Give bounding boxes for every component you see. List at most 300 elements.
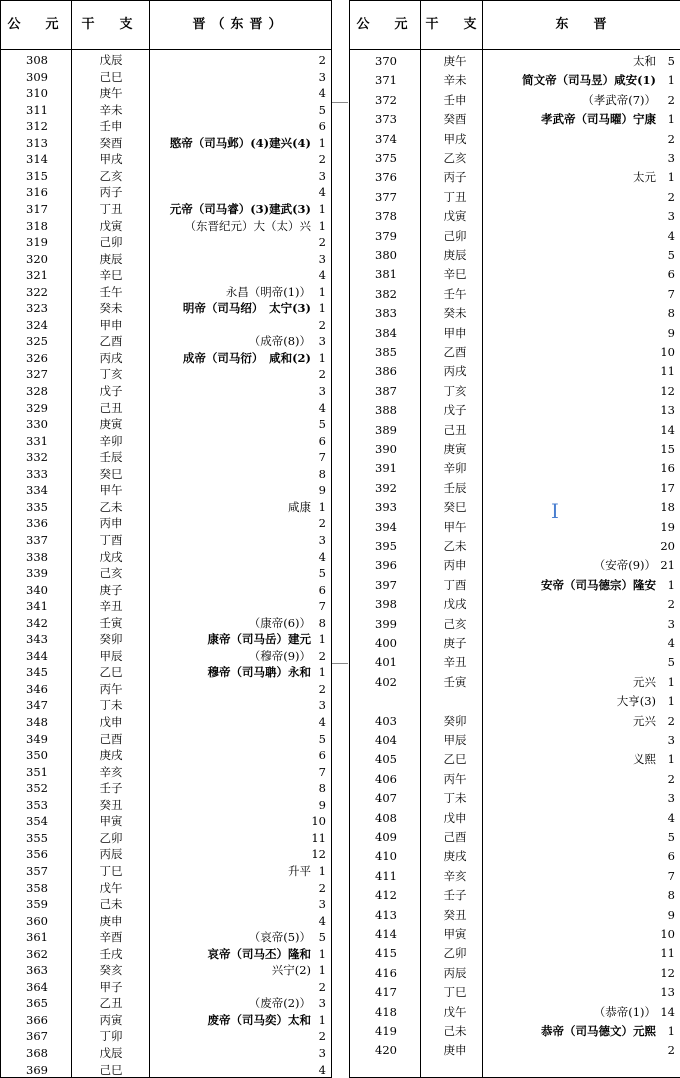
ganzhi-cell: 戊戌 [443, 597, 467, 612]
ganzhi-cell: 乙亥 [99, 168, 123, 183]
ganzhi-cell: 壬申 [443, 92, 467, 107]
year-cell: 333 [26, 466, 48, 481]
ganzhi-cell: 戊辰 [99, 53, 123, 67]
table-row [350, 789, 680, 808]
ganzhi-cell: 己卯 [99, 235, 123, 250]
ganzhi-cell: 己酉 [443, 830, 467, 844]
ganzhi-cell: 庚午 [99, 86, 123, 101]
table-row [350, 983, 680, 1002]
year-cell: 383 [375, 306, 397, 321]
ganzhi-cell: 乙亥 [443, 151, 467, 165]
year-cell: 400 [375, 636, 397, 650]
ganzhi-cell: 辛亥 [443, 868, 467, 883]
table-row [1, 747, 331, 764]
ganzhi-cell: 丁卯 [99, 1029, 123, 1044]
ganzhi-cell: 壬辰 [99, 450, 123, 465]
ganzhi-cell: 乙巳 [443, 752, 467, 767]
year-cell: 310 [26, 86, 48, 101]
year-count-cell: 3 [667, 151, 675, 165]
year-cell: 308 [26, 53, 48, 67]
ganzhi-cell: 戊寅 [443, 209, 467, 224]
year-count-cell: 13 [660, 985, 675, 1000]
year-cell: 379 [375, 228, 397, 243]
reign-cell: 哀帝（司马丕）隆和 [207, 946, 311, 961]
year-cell: 373 [375, 112, 397, 127]
ganzhi-cell: 庚辰 [443, 248, 467, 262]
ganzhi-cell: 己卯 [443, 228, 467, 243]
year-cell: 346 [26, 681, 48, 696]
table-row [1, 664, 331, 681]
year-count-cell: 3 [667, 733, 675, 747]
table-row [1, 863, 331, 880]
year-count-cell: 10 [311, 814, 326, 829]
year-count-cell: 13 [660, 403, 675, 418]
year-cell: 320 [26, 251, 48, 266]
reign-cell: 明帝（司马绍） 太宁(3) [182, 301, 311, 316]
year-count-cell: 19 [660, 519, 675, 534]
ganzhi-cell: 戊辰 [99, 1046, 123, 1060]
table-row [350, 130, 680, 149]
year-count-cell: 7 [318, 764, 326, 779]
year-cell: 363 [26, 963, 48, 978]
table-row [1, 615, 331, 632]
table-row [350, 265, 680, 284]
year-cell: 341 [26, 599, 48, 614]
table-row [350, 324, 680, 343]
ganzhi-cell: 癸未 [99, 301, 123, 316]
year-count-cell: 8 [667, 306, 675, 321]
year-count-cell: 3 [318, 251, 326, 266]
table-row [350, 828, 680, 847]
year-cell: 386 [375, 364, 397, 379]
table-row [1, 85, 331, 102]
year-cell: 349 [26, 731, 48, 746]
table-row [350, 343, 680, 362]
year-cell: 366 [26, 1012, 48, 1027]
year-count-cell: 11 [660, 946, 675, 961]
ganzhi-cell: 丙子 [99, 185, 123, 200]
ganzhi-cell: 辛亥 [99, 764, 123, 779]
table-row [1, 350, 331, 367]
year-cell: 391 [375, 461, 397, 476]
ganzhi-cell: 戊寅 [99, 218, 123, 233]
ganzhi-cell: 丙申 [443, 558, 467, 573]
year-cell: 326 [26, 350, 48, 365]
year-count-cell: 4 [318, 549, 326, 564]
table-row [1, 565, 331, 582]
right-table [349, 0, 680, 1078]
year-cell: 392 [375, 480, 397, 495]
table-row [350, 925, 680, 944]
ganzhi-cell: 己酉 [99, 731, 123, 746]
reign-cell: （废帝(2)） [248, 996, 311, 1011]
year-cell: 367 [26, 1029, 48, 1044]
year-cell: 389 [375, 422, 397, 437]
table-row [350, 304, 680, 323]
table-row [350, 809, 680, 828]
year-count-cell: 9 [667, 907, 675, 922]
year-cell: 410 [375, 849, 397, 864]
table-row [1, 962, 331, 979]
year-count-cell: 1 [667, 752, 675, 767]
ganzhi-cell: 丙辰 [99, 847, 123, 862]
year-cell: 396 [375, 558, 397, 573]
year-cell: 380 [375, 248, 397, 262]
table-row [350, 498, 680, 517]
year-count-cell: 8 [318, 466, 326, 481]
year-cell: 312 [26, 119, 48, 134]
year-count-cell: 6 [318, 582, 326, 597]
ganzhi-cell: 丁丑 [99, 201, 123, 216]
ganzhi-cell: 乙酉 [443, 345, 467, 359]
year-cell: 332 [26, 450, 48, 465]
year-count-cell: 9 [318, 797, 326, 812]
year-count-cell: 3 [318, 168, 326, 183]
year-count-cell: 8 [318, 615, 326, 630]
year-cell: 385 [375, 345, 397, 359]
year-cell: 345 [26, 665, 48, 680]
year-count-cell: 11 [311, 830, 326, 845]
table-row [1, 797, 331, 814]
year-cell: 321 [26, 268, 48, 283]
table-row [350, 440, 680, 459]
table-row [350, 964, 680, 983]
ganzhi-cell: 壬午 [443, 286, 467, 301]
ganzhi-cell: 癸丑 [99, 797, 123, 812]
table-row [1, 466, 331, 483]
table-row [350, 91, 680, 110]
year-count-cell: 1 [667, 112, 675, 127]
year-cell: 417 [375, 985, 397, 1000]
year-count-cell: 1 [318, 284, 326, 299]
year-cell: 356 [26, 847, 48, 862]
year-count-cell: 4 [318, 400, 326, 415]
ganzhi-cell: 壬寅 [99, 615, 123, 630]
ganzhi-cell: 己丑 [443, 422, 467, 437]
table-row [350, 246, 680, 265]
table-row [1, 383, 331, 400]
reign-cell: 义熙 [633, 752, 656, 767]
reign-cell: （安帝(9)） [593, 558, 656, 573]
year-count-cell: 2 [318, 53, 326, 67]
year-cell: 371 [375, 73, 397, 88]
right-table-header [350, 1, 680, 50]
year-count-cell: 8 [318, 781, 326, 796]
table-row [1, 218, 331, 235]
year-cell: 409 [375, 830, 397, 844]
header-dynasty: 东 晋 [555, 17, 613, 32]
year-count-cell: 20 [660, 539, 675, 553]
year-cell: 384 [375, 325, 397, 340]
year-cell: 309 [26, 69, 48, 84]
year-count-cell: 2 [667, 131, 675, 146]
ganzhi-cell: 壬辰 [443, 480, 467, 495]
table-row [1, 284, 331, 301]
table-row [1, 714, 331, 731]
year-count-cell: 4 [318, 185, 326, 200]
table-row [1, 118, 331, 135]
ganzhi-cell: 庚子 [443, 636, 467, 650]
year-count-cell: 6 [318, 119, 326, 134]
reign-cell: 愍帝（司马邺）(4)建兴(4) [169, 135, 311, 150]
table-row [1, 1062, 331, 1078]
table-row [1, 168, 331, 185]
ganzhi-cell: 庚申 [99, 913, 123, 928]
ganzhi-cell: 乙卯 [99, 830, 123, 845]
year-cell: 394 [375, 519, 397, 534]
year-count-cell: 1 [318, 946, 326, 961]
ganzhi-cell: 戊子 [443, 403, 467, 418]
ganzhi-cell: 丁巳 [443, 985, 467, 1000]
table-row [350, 692, 680, 711]
ganzhi-cell: 丁酉 [443, 577, 467, 592]
table-row [350, 673, 680, 692]
table-row [1, 201, 331, 218]
reign-cell: （孝武帝(7)） [582, 92, 656, 107]
ganzhi-cell: 癸卯 [99, 632, 123, 647]
ganzhi-cell: 丁未 [99, 698, 123, 713]
header-year: 公 元 [7, 17, 65, 32]
year-cell: 342 [26, 615, 48, 630]
ganzhi-cell: 丁酉 [99, 532, 123, 547]
table-row [1, 979, 331, 996]
table-row [1, 846, 331, 863]
year-cell: 317 [26, 201, 48, 216]
table-row [1, 582, 331, 599]
ganzhi-cell: 甲申 [99, 317, 123, 332]
ganzhi-cell: 甲戌 [443, 131, 467, 146]
year-count-cell: 17 [660, 480, 675, 495]
year-cell: 347 [26, 698, 48, 713]
year-count-cell: 1 [318, 499, 326, 514]
ganzhi-cell: 丁亥 [443, 383, 467, 398]
year-count-cell: 1 [318, 301, 326, 316]
table-row [1, 515, 331, 532]
table-row [1, 648, 331, 665]
year-cell: 411 [375, 868, 397, 883]
year-count-cell: 7 [667, 286, 675, 301]
ganzhi-cell: 丙子 [443, 170, 467, 185]
year-count-cell: 9 [318, 483, 326, 498]
year-cell: 403 [375, 713, 397, 728]
ganzhi-cell: 庚申 [443, 1043, 467, 1058]
header-ganzhi: 干 支 [81, 17, 139, 32]
ganzhi-cell: 壬戌 [99, 946, 123, 961]
year-cell: 350 [26, 748, 48, 763]
left-table-header [1, 1, 331, 50]
ganzhi-cell: 庚寅 [443, 442, 467, 456]
ganzhi-cell: 庚戌 [443, 849, 467, 864]
year-count-cell: 2 [318, 681, 326, 696]
year-count-cell: 6 [318, 433, 326, 448]
year-count-cell: 5 [318, 930, 326, 945]
year-cell: 352 [26, 781, 48, 796]
year-cell: 330 [26, 417, 48, 432]
table-row [1, 69, 331, 86]
year-count-cell: 1 [318, 863, 326, 878]
ganzhi-cell: 己巳 [99, 1062, 123, 1077]
year-count-cell: 1 [318, 1012, 326, 1027]
year-cell: 337 [26, 532, 48, 547]
year-cell: 381 [375, 267, 397, 282]
reign-cell: 废帝（司马奕）太和 [207, 1012, 311, 1027]
year-count-cell: 2 [667, 771, 675, 786]
table-row [350, 227, 680, 246]
ganzhi-cell: 癸亥 [99, 963, 123, 978]
reign-cell: 恭帝（司马德文）元熙 [541, 1024, 656, 1038]
year-count-cell: 3 [667, 209, 675, 224]
ganzhi-cell: 己未 [443, 1024, 467, 1038]
ganzhi-cell: 乙卯 [443, 946, 467, 961]
year-cell: 319 [26, 235, 48, 250]
ganzhi-cell: 壬午 [99, 284, 123, 299]
year-count-cell: 1 [667, 674, 675, 689]
table-row [350, 944, 680, 963]
ganzhi-cell: 壬寅 [443, 674, 467, 689]
reign-cell: （恭帝(1)） [593, 1004, 656, 1019]
year-count-cell: 1 [667, 1024, 675, 1038]
ganzhi-cell: 丙辰 [443, 965, 467, 980]
year-count-cell: 1 [318, 218, 326, 233]
table-row [350, 576, 680, 595]
year-cell: 401 [375, 655, 397, 670]
table-row [350, 556, 680, 575]
ganzhi-cell: 甲午 [99, 483, 123, 498]
table-row [350, 71, 680, 90]
year-cell: 355 [26, 830, 48, 845]
table-row [1, 780, 331, 797]
table-row [350, 207, 680, 226]
year-count-cell: 1 [667, 694, 675, 709]
year-count-cell: 2 [318, 152, 326, 167]
ganzhi-cell: 壬子 [99, 781, 123, 796]
table-row [350, 537, 680, 556]
header-ganzhi: 干 支 [425, 17, 483, 32]
year-cell: 398 [375, 597, 397, 612]
ganzhi-cell: 己巳 [99, 69, 123, 84]
table-row [1, 234, 331, 251]
year-cell: 370 [375, 54, 397, 68]
ganzhi-cell: 癸巳 [99, 466, 123, 481]
year-cell: 328 [26, 384, 48, 398]
year-cell: 325 [26, 334, 48, 349]
year-cell: 311 [26, 102, 48, 117]
year-count-cell: 3 [667, 616, 675, 631]
year-cell: 390 [375, 442, 397, 456]
ganzhi-cell: 丙戌 [443, 364, 467, 379]
year-cell: 313 [26, 135, 48, 150]
reign-cell: 太和 [633, 54, 656, 68]
table-row [350, 886, 680, 905]
year-cell: 376 [375, 170, 397, 185]
ganzhi-cell: 丁未 [443, 791, 467, 806]
year-count-cell: 4 [318, 1062, 326, 1077]
table-row [1, 830, 331, 847]
year-cell: 388 [375, 403, 397, 418]
table-row [1, 333, 331, 350]
year-count-cell: 5 [667, 248, 675, 262]
ganzhi-cell: 丁丑 [443, 189, 467, 204]
year-count-cell: 2 [318, 1029, 326, 1044]
reign-cell: 升平 [288, 863, 311, 878]
year-cell: 364 [26, 979, 48, 994]
year-count-cell: 5 [318, 417, 326, 432]
table-row [350, 595, 680, 614]
year-count-cell: 4 [667, 228, 675, 243]
table-row [1, 184, 331, 201]
year-cell: 335 [26, 499, 48, 514]
year-count-cell: 2 [318, 880, 326, 895]
year-cell: 316 [26, 185, 48, 200]
year-count-cell: 1 [318, 350, 326, 365]
table-row [1, 929, 331, 946]
table-row [1, 532, 331, 549]
table-row [350, 401, 680, 420]
table-row [1, 913, 331, 930]
year-cell: 405 [375, 752, 397, 767]
year-cell: 415 [375, 946, 397, 961]
ganzhi-cell: 丙寅 [99, 1012, 123, 1027]
header-dynasty: 晋（东晋） [192, 17, 288, 32]
year-count-cell: 4 [667, 636, 675, 650]
ganzhi-cell: 庚午 [443, 54, 467, 68]
ganzhi-cell: 丁巳 [99, 863, 123, 878]
ganzhi-cell: 戊午 [443, 1004, 467, 1019]
year-cell: 324 [26, 317, 48, 332]
year-count-cell: 12 [660, 965, 675, 980]
year-cell: 395 [375, 539, 397, 553]
year-cell: 323 [26, 301, 48, 316]
year-count-cell: 2 [318, 367, 326, 382]
year-count-cell: 2 [667, 92, 675, 107]
year-count-cell: 3 [318, 897, 326, 912]
year-count-cell: 3 [318, 1046, 326, 1060]
reign-cell: （成帝(8)） [248, 334, 311, 349]
year-cell: 412 [375, 888, 397, 903]
year-count-cell: 4 [318, 913, 326, 928]
year-cell: 351 [26, 764, 48, 779]
table-row [1, 300, 331, 317]
year-cell: 382 [375, 286, 397, 301]
year-cell: 329 [26, 400, 48, 415]
table-row [1, 366, 331, 383]
reign-cell: 孝武帝（司马曜）宁康 [541, 112, 656, 127]
ganzhi-cell: 乙未 [443, 539, 467, 553]
ganzhi-cell: 辛未 [99, 102, 123, 117]
table-row [350, 52, 680, 71]
table-row [350, 479, 680, 498]
reign-cell: 元兴 [633, 674, 656, 689]
ganzhi-cell: 丙午 [99, 681, 123, 696]
ganzhi-cell: 壬子 [443, 888, 467, 903]
ganzhi-cell: 辛丑 [99, 599, 123, 614]
ganzhi-cell: 丙申 [99, 516, 123, 531]
year-cell: 362 [26, 946, 48, 961]
year-count-cell: 2 [667, 189, 675, 204]
ganzhi-cell: 戊申 [99, 715, 123, 729]
ganzhi-cell: 甲寅 [99, 814, 123, 829]
ganzhi-cell: 癸卯 [443, 713, 467, 728]
year-count-cell: 5 [667, 830, 675, 844]
year-cell: 413 [375, 907, 397, 922]
header-year: 公 元 [356, 17, 414, 32]
ganzhi-cell: 甲午 [443, 519, 467, 534]
year-count-cell: 6 [667, 267, 675, 282]
ganzhi-cell: 辛巳 [99, 268, 123, 283]
table-row [1, 681, 331, 698]
year-cell: 338 [26, 549, 48, 564]
table-row [1, 52, 331, 69]
